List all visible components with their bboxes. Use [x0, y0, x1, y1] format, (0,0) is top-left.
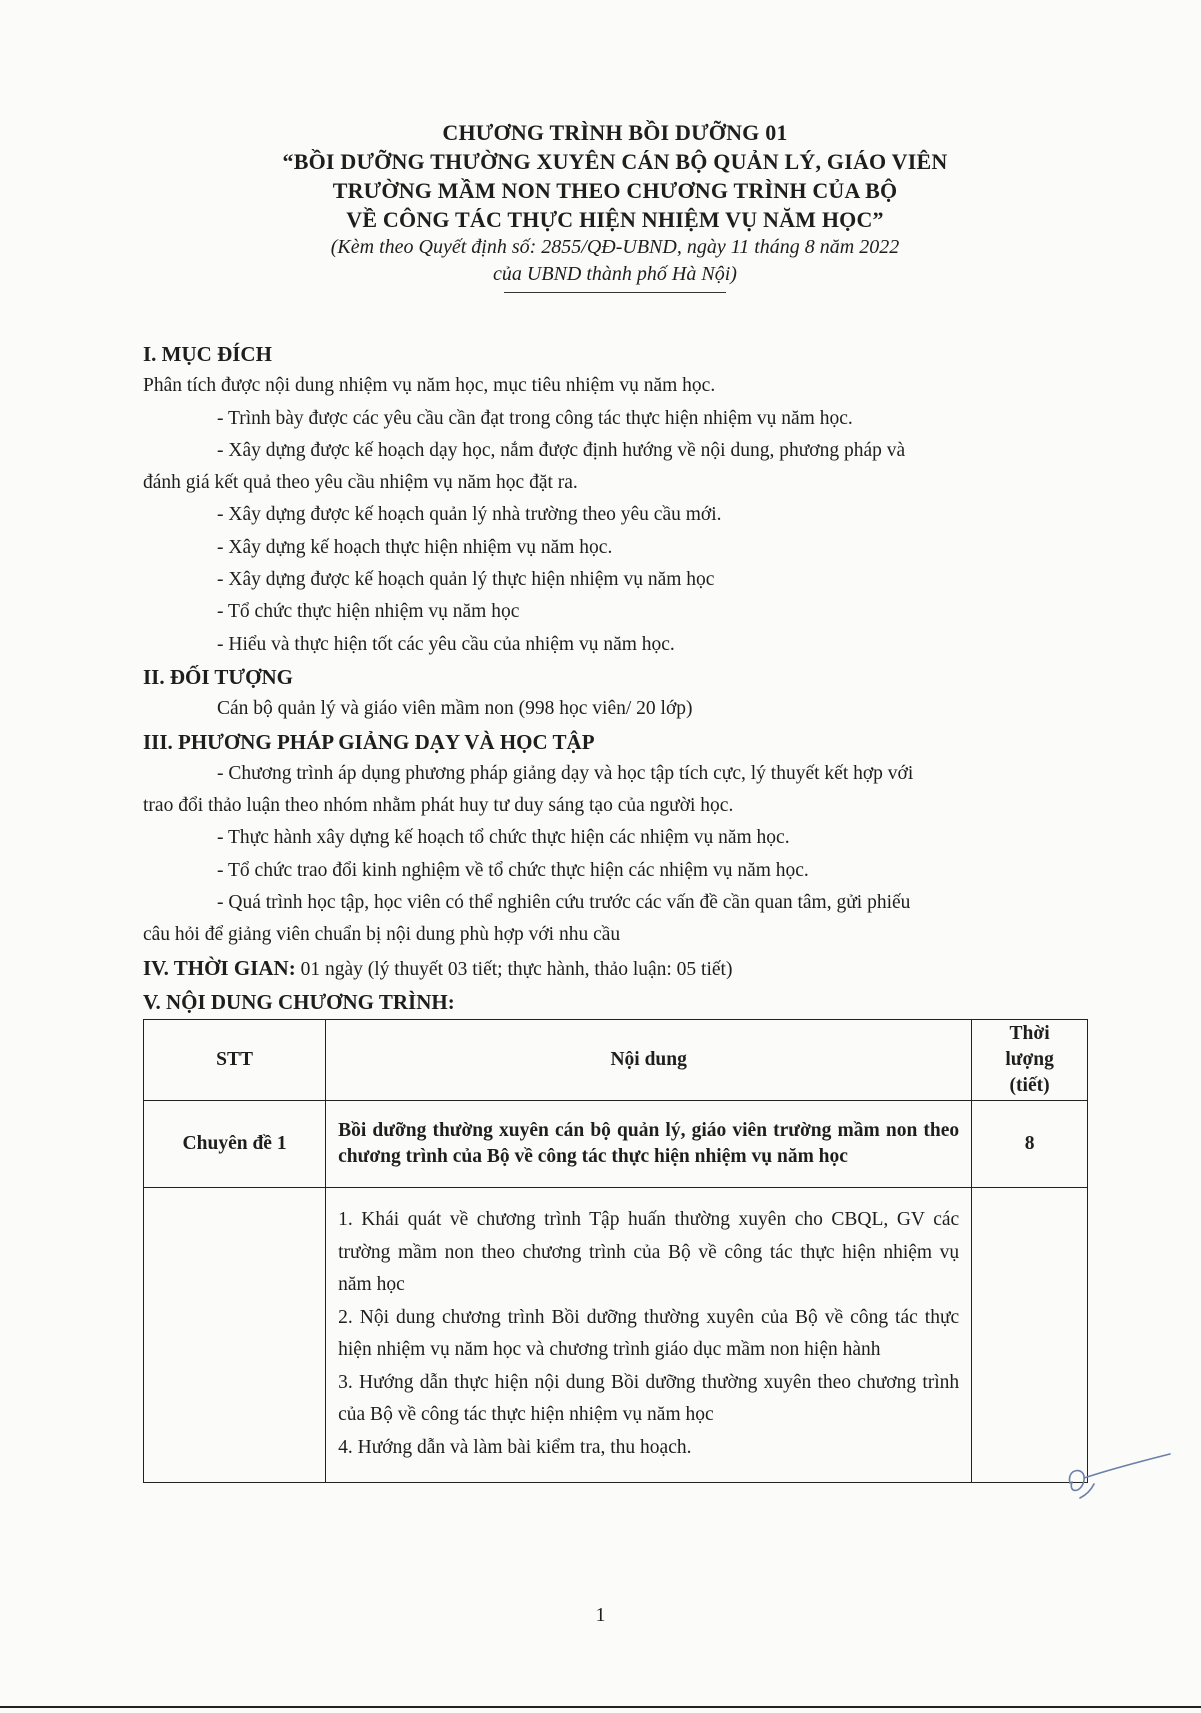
section-3-bullet: - Quá trình học tập, học viên có thể nghiên cứu trước các vấn đề cần quan tâm, gửi phiếu — [217, 892, 911, 914]
section-1-bullet: - Xây dựng kế hoạch thực hiện nhiệm vụ năm học. — [217, 536, 613, 558]
section-1-bullet: - Xây dựng được kế hoạch quản lý nhà trường theo yêu cầu mới. — [217, 504, 722, 526]
program-subtitle-line-2: TRƯỜNG MẦM NON THEO CHƯƠNG TRÌNH CỦA BỘ — [332, 178, 898, 203]
decision-reference: (Kèm theo Quyết định số: 2855/QĐ-UBND, ngày 11 tháng 8 năm 2022 — [330, 236, 900, 258]
section-1-bullet: - Xây dựng được kế hoạch quản lý thực hiện nhiệm vụ năm học — [217, 569, 715, 591]
document-title-block — [150, 118, 1080, 293]
program-content-table — [143, 1019, 1088, 1483]
section-3-bullet-continued: câu hỏi để giảng viên chuẩn bị nội dung phù hợp với nhu cầu — [143, 924, 621, 946]
title-divider — [504, 292, 726, 293]
column-header-content: Nội dung — [326, 1020, 972, 1101]
duration-header-line: Thời — [1009, 1023, 1050, 1044]
section-2-heading: II. ĐỐI TƯỢNG — [143, 664, 293, 689]
empty-cell — [144, 1188, 326, 1483]
topic-title: Bồi dưỡng thường xuyên cán bộ quản lý, giáo viên trường mầm non theo chương trình của Bộ về công tác thực hiện nhiệm vụ năm học — [326, 1101, 972, 1188]
section-1-intro: Phân tích được nội dung nhiệm vụ năm học, mục tiêu nhiệm vụ năm học. — [143, 375, 716, 397]
section-3-bullet: - Thực hành xây dựng kế hoạch tổ chức thực hiện các nhiệm vụ năm học. — [217, 827, 790, 849]
section-3-bullet: - Tổ chức trao đổi kinh nghiệm về tổ chức thực hiện các nhiệm vụ năm học. — [217, 859, 809, 881]
section-4-text: 01 ngày (lý thuyết 03 tiết; thực hành, thảo luận: 05 tiết) — [295, 958, 733, 980]
list-item: 2. Nội dung chương trình Bồi dưỡng thường xuyên của Bộ về công tác thực hiện nhiệm vụ năm học và chương trình giáo dục mầm non hiện hành — [338, 1306, 960, 1360]
topic-items-cell — [326, 1188, 972, 1483]
page-number: 1 — [595, 1604, 606, 1626]
section-1-bullet: - Trình bày được các yêu cầu cần đạt trong công tác thực hiện nhiệm vụ năm học. — [217, 407, 853, 429]
section-3-bullet-continued: trao đổi thảo luận theo nhóm nhằm phát huy tư duy sáng tạo của người học. — [143, 795, 734, 817]
topic-label: Chuyên đề 1 — [144, 1101, 326, 1188]
program-subtitle-line-3: VỀ CÔNG TÁC THỰC HIỆN NHIỆM VỤ NĂM HỌC” — [346, 207, 884, 232]
handwritten-initials — [1058, 1438, 1178, 1518]
duration-header-line: (tiết) — [1009, 1075, 1050, 1096]
section-4-heading: IV. THỜI GIAN: — [143, 955, 296, 980]
table-header-row — [144, 1020, 1088, 1101]
section-3-heading: III. PHƯƠNG PHÁP GIẢNG DẠY VÀ HỌC TẬP — [143, 729, 595, 754]
section-1-bullet: - Hiểu và thực hiện tốt các yêu cầu của nhiệm vụ năm học. — [217, 633, 675, 655]
list-item: 1. Khái quát về chương trình Tập huấn thường xuyên cho CBQL, GV các trường mầm non theo chương trình của Bộ về công tác thực hiện nhiệm vụ năm học — [338, 1209, 960, 1295]
section-1-bullet: - Tổ chức thực hiện nhiệm vụ năm học — [217, 601, 520, 623]
list-item: 4. Hướng dẫn và làm bài kiểm tra, thu hoạch. — [338, 1436, 692, 1458]
section-4 — [143, 952, 1083, 986]
issuing-authority: của UBND thành phố Hà Nội) — [493, 263, 737, 285]
table-row — [144, 1188, 1088, 1483]
table-row — [144, 1101, 1088, 1188]
list-item: 3. Hướng dẫn thực hiện nội dung Bồi dưỡng thường xuyên theo chương trình của Bộ về công tác thực hiện nhiệm vụ năm học — [338, 1371, 960, 1425]
program-subtitle-line-1: “BỒI DƯỠNG THƯỜNG XUYÊN CÁN BỘ QUẢN LÝ, GIÁO VIÊN — [282, 149, 948, 174]
topic-hours: 8 — [972, 1101, 1088, 1188]
column-header-duration — [972, 1020, 1088, 1101]
section-5-heading: V. NỘI DUNG CHƯƠNG TRÌNH: — [143, 989, 455, 1014]
section-1-bullet: - Xây dựng được kế hoạch dạy học, nắm được định hướng về nội dung, phương pháp và — [217, 439, 906, 461]
section-3-bullet: - Chương trình áp dụng phương pháp giảng dạy và học tập tích cực, lý thuyết kết hợp với — [217, 762, 914, 784]
scan-edge-line — [0, 1706, 1201, 1708]
program-title: CHƯƠNG TRÌNH BỒI DƯỠNG 01 — [442, 120, 788, 145]
section-1-bullet-continued: đánh giá kết quả theo yêu cầu nhiệm vụ năm học đặt ra. — [143, 472, 578, 494]
document-body — [143, 338, 1083, 1018]
section-2-text: Cán bộ quản lý và giáo viên mầm non (998 học viên/ 20 lớp) — [217, 698, 693, 720]
section-1-heading: I. MỤC ĐÍCH — [143, 342, 272, 366]
duration-header-line: lượng — [1005, 1049, 1054, 1070]
column-header-stt: STT — [144, 1020, 326, 1101]
